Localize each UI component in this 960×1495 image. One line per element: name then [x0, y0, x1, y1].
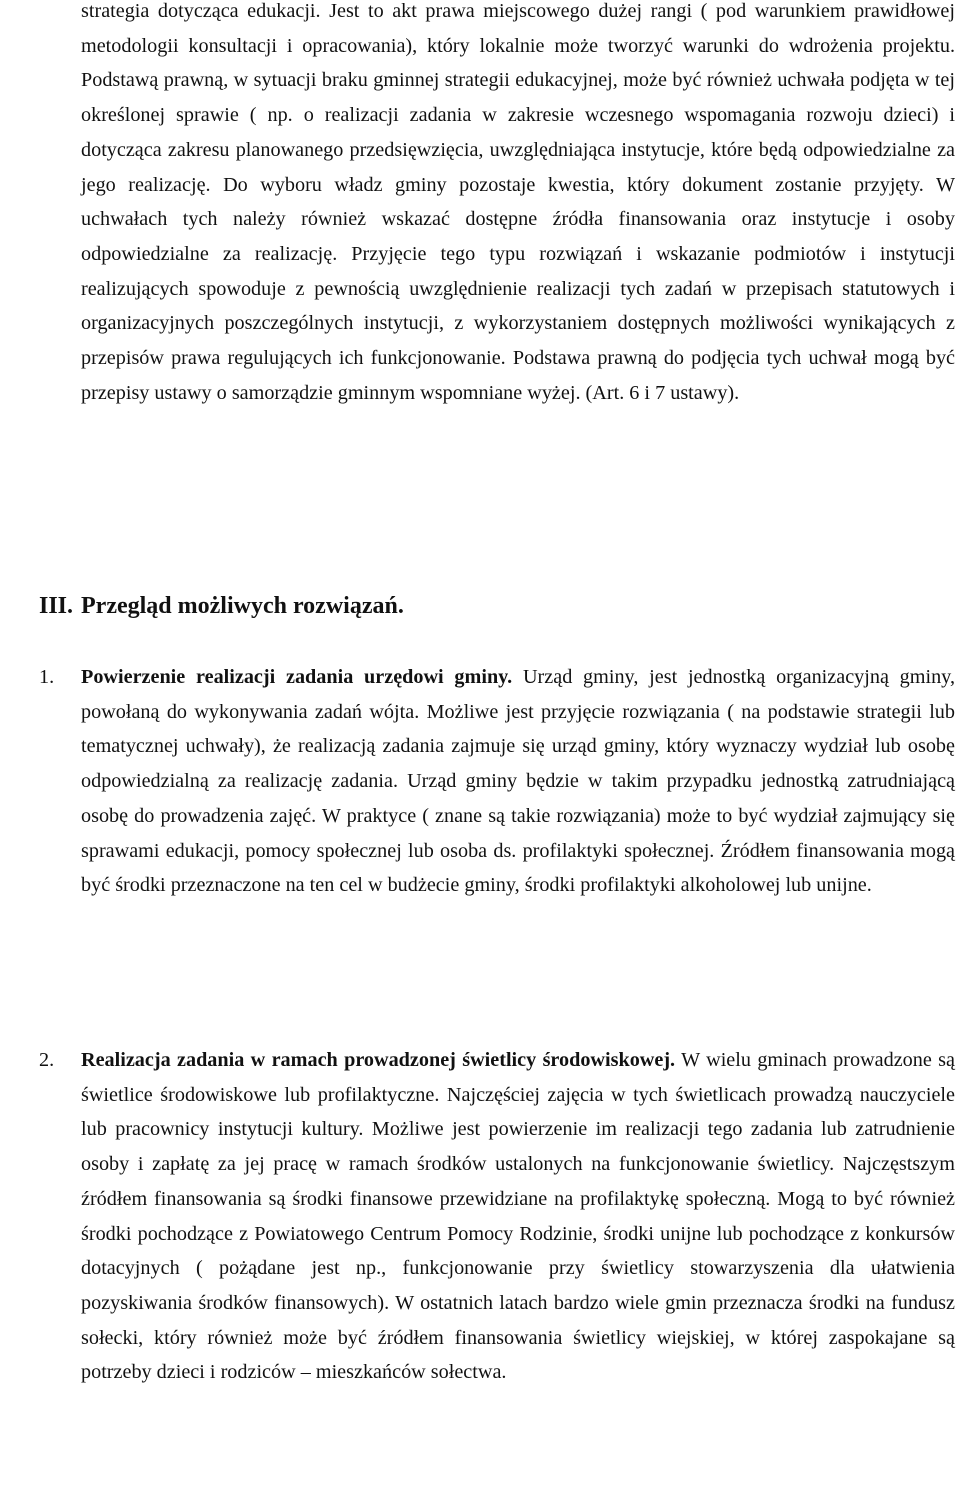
list-item-lead: Powierzenie realizacji zadania urzędowi gminy. [81, 666, 513, 688]
list-item-paragraph [81, 660, 955, 903]
list-item-body: W wielu gminach prowadzone są świetlice środowiskowe lub profilaktyczne. Najczęściej zajęcia w tych świetlicach prowadzą nauczyciele lub pracownicy instytucji kultury. Możliwe jest powierzenie im realizacji tego zadania lub zatrudnienie osoby i zapłatę za jej pracę w ramach środków ustalonych na funkcjonowanie świetlicy. Najczęstszym źródłem finansowania są środki finansowe przewidziane na profilaktykę społeczną. Mogą to być również środki pochodzące z Powiatowego Centrum Pomocy Rodzinie, środki unijne lub pochodzące z konkursów dotacyjnych ( pożądane jest np., funkcjonowanie przy świetlicy stowarzyszenia dla ułatwienia pozyskiwania środków finansowych). W ostatnich latach bardzo wiele gmin przeznacza środki na fundusz sołecki, który również może być źródłem finansowania świetlicy wiejskiej, w której zaspokajane są potrzeby dzieci i rodziców – mieszkańców sołectwa. [81, 1049, 955, 1384]
intro-paragraph: strategia dotycząca edukacji. Jest to akt prawa miejscowego dużej rangi ( pod warunkiem prawidłowej metodologii konsultacji i opracowania), który lokalnie może tworzyć warunki do wdrożenia projektu. Podstawą prawną, w sytuacji braku gminnej strategii edukacyjnej, może być również uchwała podjęta w tej określonej sprawie ( np. o realizacji zadania w zakresie wczesnego wspomagania rozwoju dzieci) i dotycząca zakresu planowanego przedsięwzięcia, uwzględniająca instytucje, które będą odpowiedzialne za jego realizację. Do wyboru władz gminy pozostaje kwestia, który dokument zostanie przyjęty. W uchwałach tych należy również wskazać dostępne źródła finansowania oraz instytucje i osoby odpowiedzialne za realizację. Przyjęcie tego typu rozwiązań i wskazanie podmiotów i instytucji realizujących spowoduje z pewnością uwzględnienie realizacji tych zadań w przepisach statutowych i organizacyjnych poszczególnych instytucji, z wykorzystaniem dostępnych możliwości wynikających z przepisów prawa regulujących ich funkcjonowanie. Podstawa prawną do podjęcia tych uchwał mogą być przepisy ustawy o samorządzie gminnym wspomniane wyżej. (Art. 6 i 7 ustawy). [81, 0, 955, 404]
list-item-lead: Realizacja zadania w ramach prowadzonej świetlicy środowiskowej. [81, 1049, 676, 1071]
list-item-paragraph [81, 1043, 955, 1390]
list-item-body: Urząd gminy, jest jednostką organizacyjną gminy, powołaną do wykonywania zadań wójta. Możliwe jest przyjęcie rozwiązania ( na podstawie strategii lub tematycznej uchwały), że realizacją zadania zajmuje się urząd gminy, który wyznaczy wydział lub osobę odpowiedzialną za realizację zadania. Urząd gminy będzie w takim przypadku jednostką zatrudniającą osobę do prowadzenia zajęć. W praktyce ( znane są takie rozwiązania) może to być wydział zajmujący się sprawami edukacji, pomocy społecznej lub osoba ds. profilaktyki społecznej. Źródłem finansowania mogą być środki przeznaczone na ten cel w budżecie gminy, środki profilaktyki alkoholowej lub unijne. [81, 666, 956, 897]
list-item-number: 2. [39, 1049, 55, 1071]
list-item-number: 1. [39, 666, 55, 688]
section-title: Przegląd możliwych rozwiązań. [81, 593, 404, 619]
section-number: III. [39, 593, 74, 619]
